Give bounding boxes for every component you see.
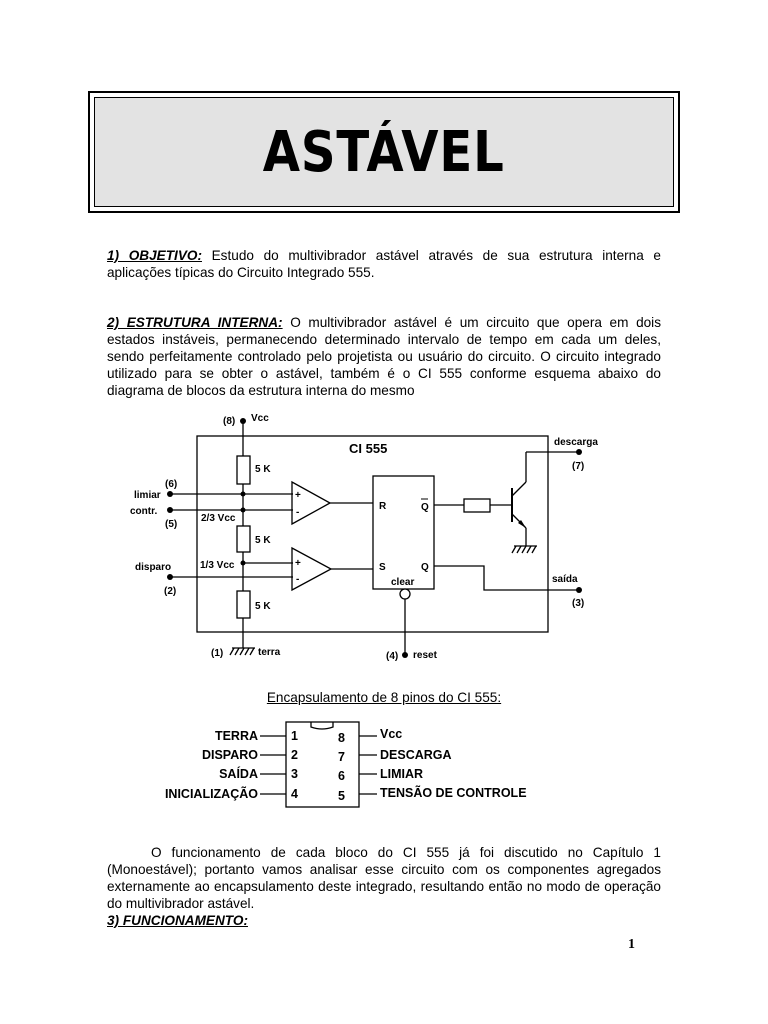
disparo-label: disparo: [135, 562, 172, 573]
pin-5-label: TENSÃO DE CONTROLE: [380, 786, 527, 800]
vcc-pin-number: (8): [223, 416, 236, 427]
funcionamento-heading: 3) FUNCIONAMENTO:: [107, 913, 248, 928]
pin-7-label: DESCARGA: [380, 748, 452, 762]
terra-label: terra: [258, 647, 281, 658]
funcionamento-paragraph: O funcionamento de cada bloco do CI 555 já foi discutido no Capítulo 1 (Monoestável); portanto vamos analisar esse circuito com os componentes agregados externamente ao encapsulamento deste integrado, resultando então no modo de operação do multivibrador astável.: [107, 845, 661, 911]
package-notch: [311, 722, 333, 729]
resistor-middle-label: 5 K: [255, 535, 271, 546]
pin-1-label: TERRA: [214, 729, 258, 743]
pin-3-number: 3: [291, 767, 298, 781]
comparator-upper-minus: -: [296, 507, 300, 518]
page-title: ASTÁVEL: [263, 119, 505, 185]
disparo-pin-number: (2): [164, 586, 177, 597]
objetivo-heading: 1) OBJETIVO:: [107, 248, 202, 263]
pin-1-number: 1: [291, 729, 298, 743]
ff-qbar-output: Q: [421, 502, 429, 513]
pinout-caption: Encapsulamento de 8 pinos do CI 555:: [266, 690, 502, 705]
pin-6-number: 6: [338, 769, 345, 783]
resistor-bottom-label: 5 K: [255, 601, 271, 612]
ff-q-output: Q: [421, 562, 429, 573]
ff-clear-input: clear: [391, 577, 415, 588]
reset-pin-number: (4): [386, 651, 399, 662]
pin-8-number: 8: [338, 731, 345, 745]
descarga-label: descarga: [554, 437, 598, 448]
page-number: 1: [628, 937, 635, 952]
reset-label: reset: [413, 650, 437, 661]
limiar-label: limiar: [134, 490, 161, 501]
pin-6-label: LIMIAR: [380, 767, 424, 781]
estrutura-text: O multivibrador astável é um circuito que opera em dois estados instáveis, permanecendo determinado intervalo de tempo em cada um deles, sendo perfeitamente controlado pelo projetista ou usuário do circuito. O circuito integrado utilizado para se obter o astável, também é o CI 555 conforme esquema abaixo do diagrama de blocos da estrutura interna do mesmo: [107, 315, 662, 398]
pin-7-number: 7: [338, 750, 345, 764]
pin-8-label: Vcc: [380, 727, 403, 741]
one-third-vcc-label: 1/3 Vcc: [200, 560, 235, 571]
comparator-lower-plus: +: [295, 558, 301, 569]
pin-2-number: 2: [291, 748, 298, 762]
saida-label: saída: [552, 574, 578, 585]
pin-2-label: DISPARO: [201, 748, 258, 762]
contr-label: contr.: [130, 506, 158, 517]
pin-4-number: 4: [291, 787, 298, 801]
two-thirds-vcc-label: 2/3 Vcc: [201, 513, 236, 524]
pin-4-label: INICIALIZAÇÃO: [164, 787, 258, 801]
objetivo-text: Estudo do multivibrador astável através de sua estrutura interna e aplicações típicas do Circuito Integrado 555.: [107, 248, 661, 280]
estrutura-heading: 2) ESTRUTURA INTERNA:: [107, 315, 283, 330]
saida-pin-number: (3): [572, 598, 585, 609]
ff-s-input: S: [379, 562, 386, 573]
comparator-lower-minus: -: [296, 574, 300, 585]
contr-pin-number: (5): [165, 519, 178, 530]
comparator-upper-plus: +: [295, 490, 301, 501]
resistor-top-label: 5 K: [255, 464, 271, 475]
vcc-label: Vcc: [251, 413, 269, 424]
pin-5-number: 5: [338, 789, 345, 803]
pin-3-label: SAÍDA: [219, 767, 258, 781]
ff-r-input: R: [379, 501, 387, 512]
descarga-pin-number: (7): [572, 461, 585, 472]
chip-label: CI 555: [349, 441, 388, 456]
limiar-pin-number: (6): [165, 479, 178, 490]
terra-pin-number: (1): [211, 648, 224, 659]
